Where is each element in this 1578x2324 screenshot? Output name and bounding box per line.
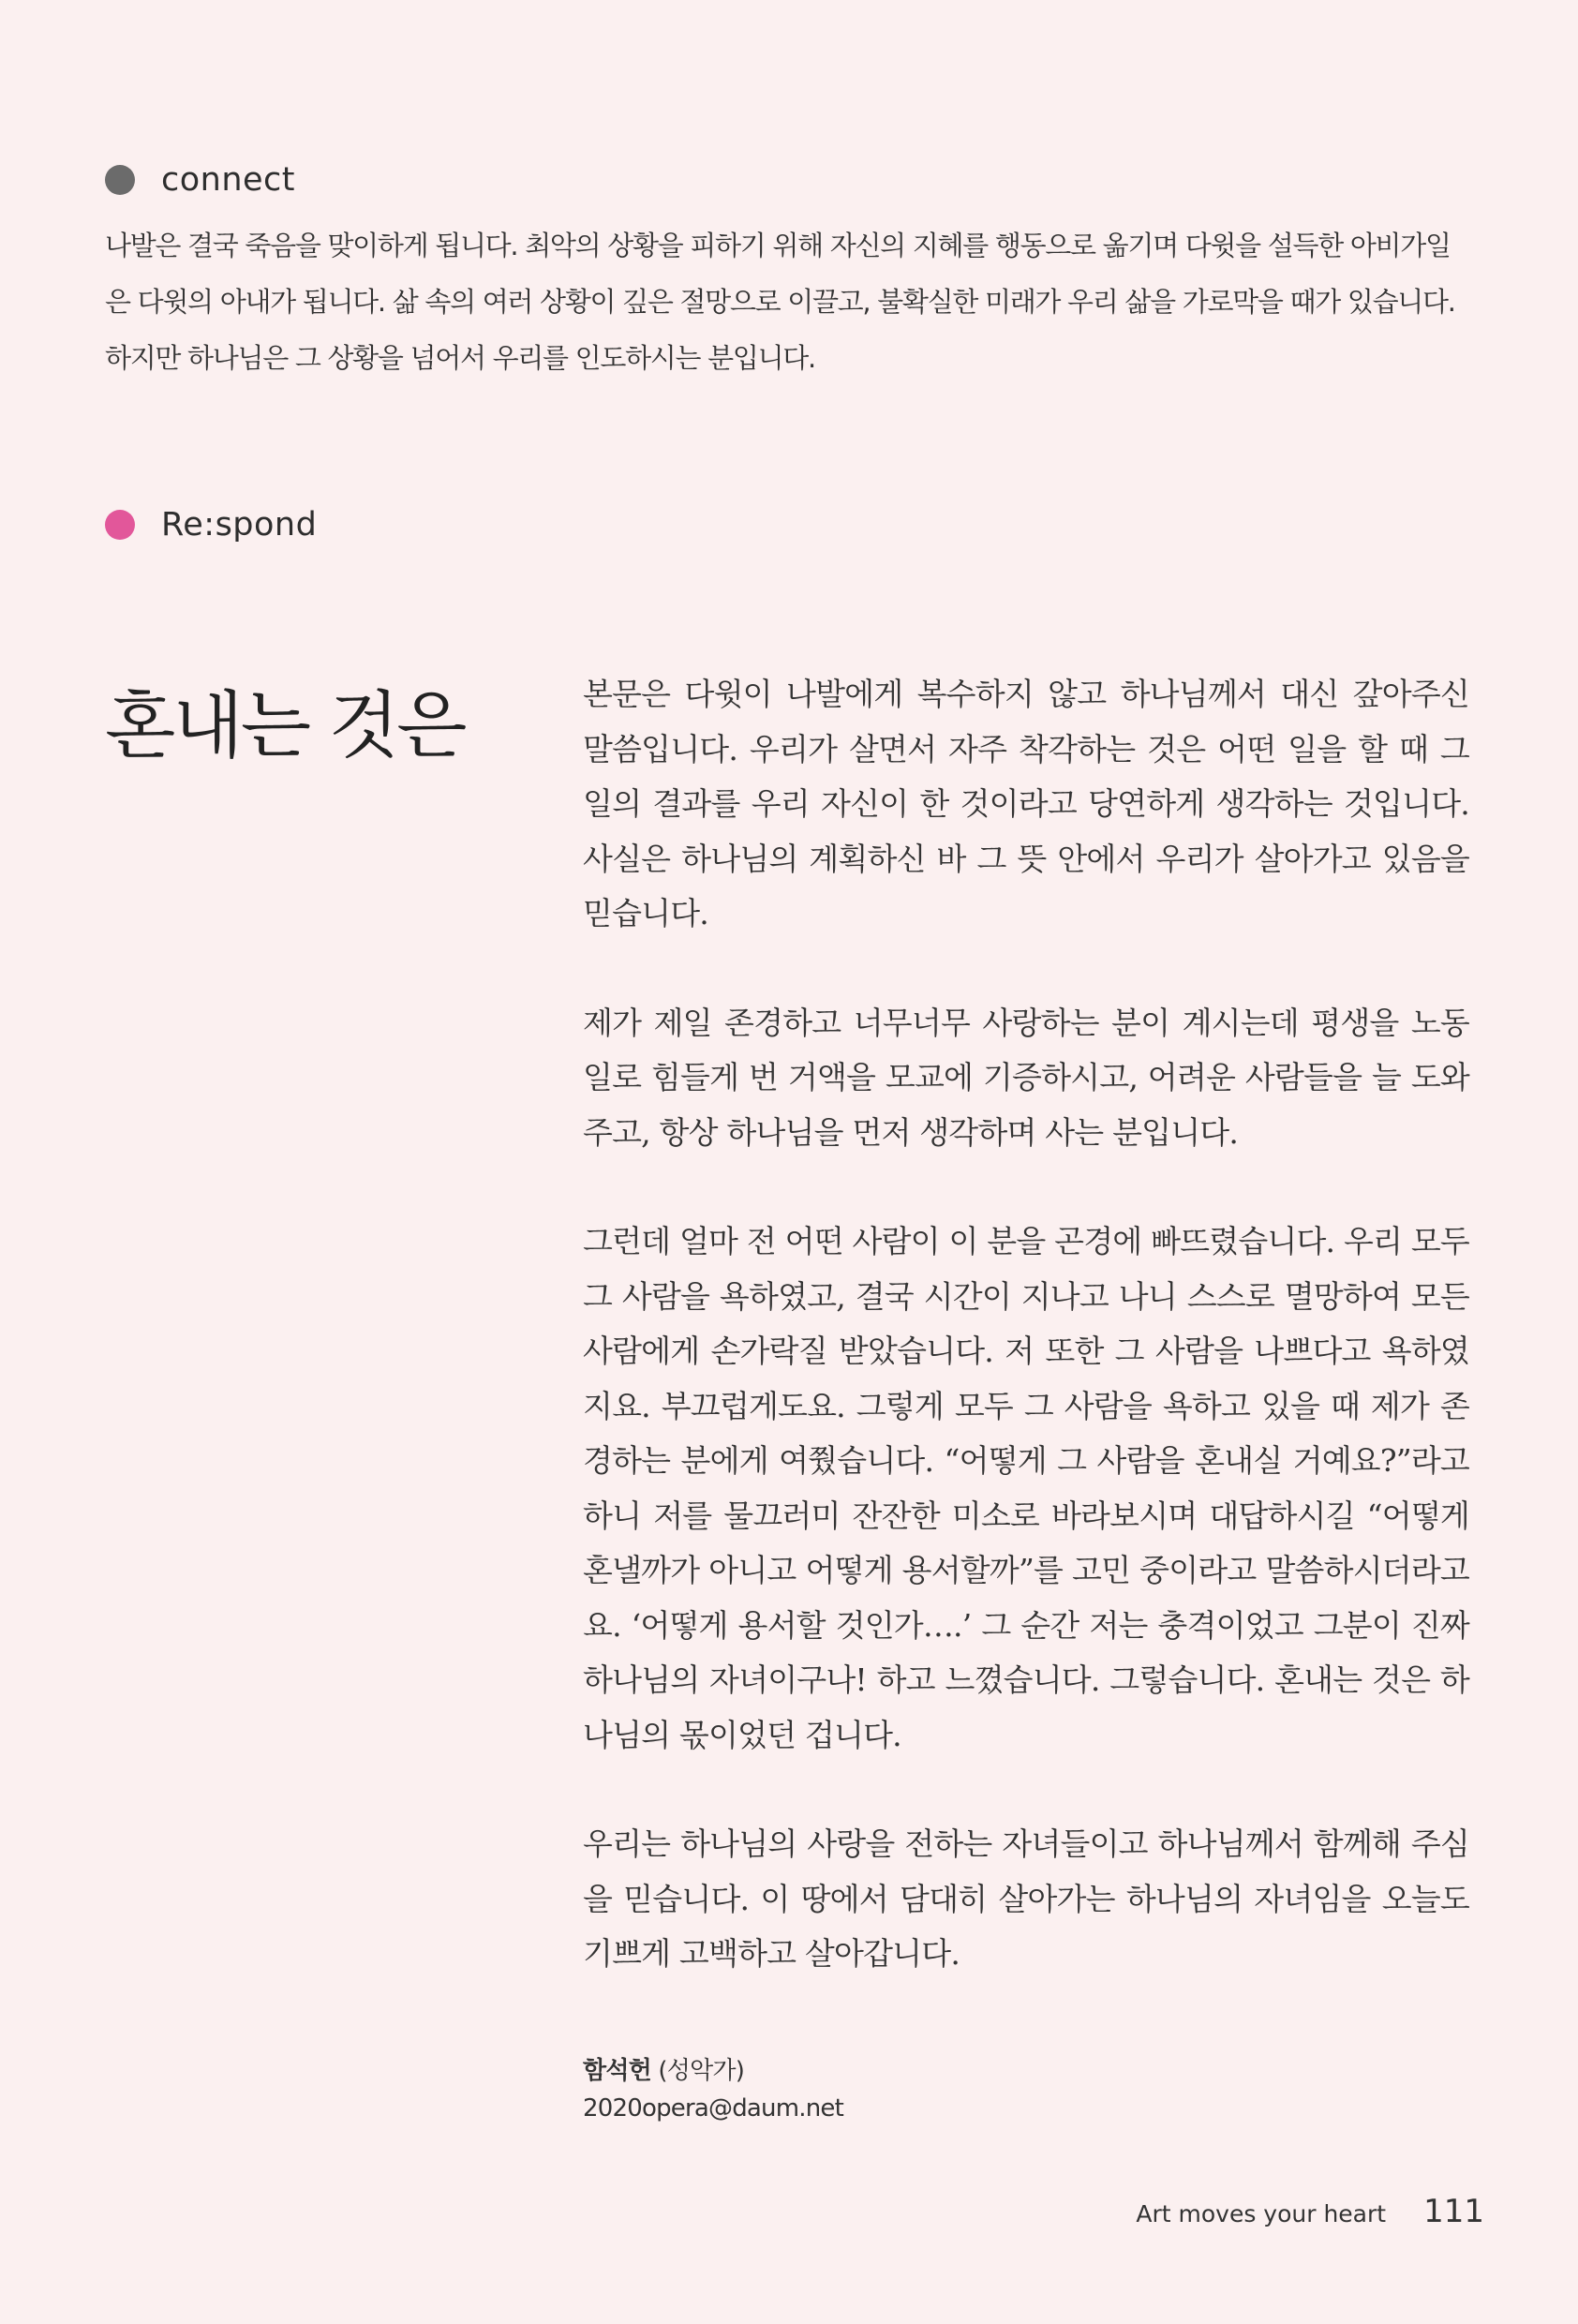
author-email: 2020opera@daum.net	[583, 2094, 843, 2123]
article-body	[583, 667, 1469, 2036]
body-paragraph: 제가 제일 존경하고 너무너무 사랑하는 분이 계시는데 평생을 노동일로 힘들게 번 거액을 모교에 기증하시고, 어려운 사람들을 늘 도와주고, 항상 하나님을 먼저 생각하며 사는 분입니다.	[583, 1004, 1469, 1151]
respond-heading: Re:spond	[161, 506, 318, 544]
page-number: 111	[1423, 2193, 1484, 2230]
body-paragraph: 우리는 하나님의 사랑을 전하는 자녀들이고 하나님께서 함께해 주심을 믿습니다. 이 땅에서 담대히 살아가는 하나님의 자녀임을 오늘도 기쁘게 고백하고 살아갑니다.	[583, 1825, 1469, 1972]
page-footer	[1136, 2193, 1484, 2230]
body-paragraph: 그런데 얼마 전 어떤 사람이 이 분을 곤경에 빠뜨렸습니다. 우리 모두 그 사람을 욕하였고, 결국 시간이 지나고 나니 스스로 멸망하여 모든 사람에게 손가락질 받았습니다. 저 또한 그 사람을 나쁘다고 욕하였지요. 부끄럽게도요. 그렇게 모두 그 사람을 욕하고 있을 때 제가 존경하는 분에게 여쭸습니다. “어떻게 그 사람을 혼내실 거예요?”라고 하니 저를 물끄러미 잔잔한 미소로 바라보시며 대답하시길 “어떻게 혼낼까가 아니고 어떻게 용서할까”를 고민 중이라고 말씀하시더라고요. ‘어떻게 용서할 것인가….’ 그 순간 저는 충격이었고 그분이 진짜 하나님의 자녀이구나! 하고 느꼈습니다. 그렇습니다. 혼내는 것은 하나님의 몫이었던 겁니다.	[583, 1223, 1469, 1753]
connect-dot-icon	[105, 165, 135, 195]
connect-paragraph: 나발은 결국 죽음을 맞이하게 됩니다. 최악의 상황을 피하기 위해 자신의 지혜를 행동으로 옮기며 다윗을 설득한 아비가일은 다윗의 아내가 됩니다. 삶 속의 여러 상황이 깊은 절망으로 이끌고, 불확실한 미래가 우리 삶을 가로막을 때가 있습니다. 하지만 하나님은 그 상황을 넘어서 우리를 인도하시는 분입니다.	[105, 230, 1455, 374]
author-role: (성악가)	[658, 2057, 745, 2085]
author-name: 함석헌	[583, 2057, 651, 2085]
respond-section-header	[105, 506, 317, 544]
article-title: 혼내는 것은	[105, 684, 465, 768]
author-line	[583, 2052, 843, 2090]
footer-tagline: Art moves your heart	[1136, 2200, 1387, 2227]
respond-dot-icon	[105, 510, 135, 540]
connect-heading: connect	[161, 161, 296, 199]
connect-section-header	[105, 161, 295, 199]
body-paragraph: 본문은 다윗이 나발에게 복수하지 않고 하나님께서 대신 갚아주신 말씀입니다. 우리가 살면서 자주 착각하는 것은 어떤 일을 할 때 그 일의 결과를 우리 자신이 한 것이라고 당연하게 생각하는 것입니다. 사실은 하나님의 계획하신 바 그 뜻 안에서 우리가 살아가고 있음을 믿습니다.	[583, 676, 1469, 931]
author-block	[583, 2052, 843, 2127]
